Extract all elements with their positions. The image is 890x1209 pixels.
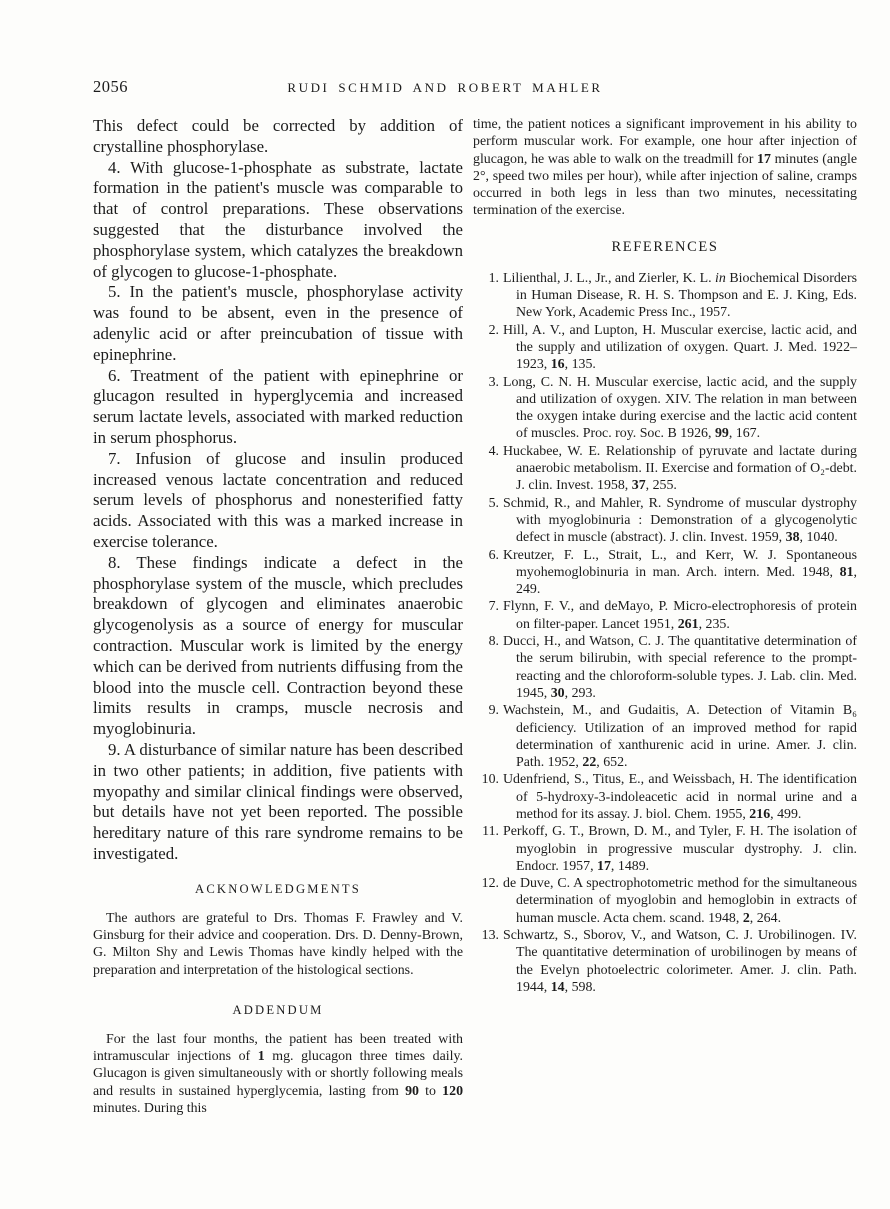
addendum-heading: ADDENDUM xyxy=(232,1002,324,1017)
reference-number: 13. xyxy=(481,928,499,944)
page-number: 2056 xyxy=(93,77,128,96)
reference-item: 3. Long, C. N. H. Muscular exercise, lactic acid, and the supply and utilization of oxygen. XIV. The relation in man between the oxygen intake during exercise and the lactic acid content of muscles. Proc. roy. Soc. B 1926, 99, 167. xyxy=(473,374,857,443)
reference-item: 13. Schwartz, S., Sborov, V., and Watson, C. J. Urobilinogen. IV. The quantitative determination of urobilinogen by means of the Evelyn photoelectric colorimeter. Amer. J. clin. Path. 1944, 14, 598. xyxy=(473,927,857,996)
addendum-text: For the last four months, the patient has been treated with intramuscular injections of 1 mg. glucagon three times daily. Glucagon is given simultaneously with or shortly following meals and results in sustained hyperglycemia, lasting from 90 to 120 minutes. During this xyxy=(93,1031,464,1117)
paragraph: 8. These findings indicate a defect in the phosphorylase system of the muscle, which precludes breakdown of glycogen and eliminates anaerobic glycogenolysis as a source of energy for muscular contraction. Muscular work is limited by the energy which can be derived from nutrients diffusing from the blood into the muscle cell. Contraction beyond these limits results in cramps, muscle necrosis and myoglobinuria. xyxy=(93,552,463,739)
reference-number: 10. xyxy=(481,772,499,788)
reference-item: 5. Schmid, R., and Mahler, R. Syndrome of muscular dystrophy with myoglobinuria : Demonstration of a glycogenolytic defect in muscle (abstract). J. clin. Invest. 1959, 38, 1040. xyxy=(473,495,857,547)
references-list xyxy=(473,270,857,996)
paragraph: 9. A disturbance of similar nature has been described in two other patients; in addition, five patients with myopathy and similar clinical findings were observed, but details have not yet been reported. The possible hereditary nature of this rare syndrome remains to be investigated. xyxy=(93,739,463,863)
reference-item: 11. Perkoff, G. T., Brown, D. M., and Tyler, F. H. The isolation of myoglobin in progressive muscular dystrophy. J. clin. Endocr. 1957, 17, 1489. xyxy=(473,823,857,875)
acknowledgments-heading: ACKNOWLEDGMENTS xyxy=(195,881,361,896)
reference-number: 6. xyxy=(488,547,499,563)
running-head: RUDI SCHMID AND ROBERT MAHLER xyxy=(287,80,603,95)
reference-item: 8. Ducci, H., and Watson, C. J. The quantitative determination of the serum bilirubin, with special reference to the prompt-reacting and the chloroform-soluble types. J. Lab. clin. Med. 1945, 30, 293. xyxy=(473,633,857,702)
reference-number: 4. xyxy=(488,443,499,459)
reference-number: 5. xyxy=(488,495,499,511)
continuation-paragraph: time, the patient notices a significant improvement in his ability to perform muscular work. For example, one hour after injection of glucagon, he was able to walk on the treadmill for 17 minutes (angle 2°, speed two miles per hour), while after injection of saline, cramps occurred in both legs in less than two minutes, necessitating termination of the exercise. xyxy=(473,117,857,219)
reference-item: 2. Hill, A. V., and Lupton, H. Muscular exercise, lactic acid, and the supply and utilization of oxygen. Quart. J. Med. 1922–1923, 16, 135. xyxy=(473,322,857,374)
reference-item: 10. Udenfriend, S., Titus, E., and Weissbach, H. The identification of 5-hydroxy-3-indoleacetic acid in normal urine and a method for its assay. J. biol. Chem. 1955, 216, 499. xyxy=(473,771,857,823)
reference-number: 1. xyxy=(488,270,499,286)
reference-item: 6. Kreutzer, F. L., Strait, L., and Kerr, W. J. Spontaneous myohemoglobinuria in man. Arch. intern. Med. 1948, 81, 249. xyxy=(473,547,857,599)
references-heading: REFERENCES xyxy=(611,238,719,255)
reference-number: 12. xyxy=(481,876,499,892)
reference-item: 7. Flynn, F. V., and deMayo, P. Micro-electrophoresis of protein on filter-paper. Lancet 1951, 261, 235. xyxy=(473,598,857,633)
left-column xyxy=(93,116,463,1117)
paragraph: 5. In the patient's muscle, phosphorylase activity was found to be absent, even in the presence of adenylic acid or after preincubation of tissue with epinephrine. xyxy=(93,282,463,364)
paragraph: 7. Infusion of glucose and insulin produced increased venous lactate concentration and reduced serum levels of phosphorus and nonesterified fatty acids. Associated with this was a marked increase in exercise tolerance. xyxy=(93,448,463,551)
right-column xyxy=(473,116,857,1117)
reference-number: 2. xyxy=(488,322,499,338)
paragraph: 4. With glucose-1-phosphate as substrate, lactate formation in the patient's muscle was comparable to that of control preparations. These observations suggested that the disturbance involved the phosphorylase system, which catalyzes the breakdown of glycogen to glucose-1-phosphate. xyxy=(93,157,463,281)
paragraph: This defect could be corrected by addition of crystalline phosphorylase. xyxy=(93,116,463,156)
paragraph: 6. Treatment of the patient with epinephrine or glucagon resulted in hyperglycemia and increased serum lactate levels, associated with marked reduction in serum phosphorus. xyxy=(93,365,463,447)
reference-number: 3. xyxy=(488,374,499,390)
reference-item: 4. Huckabee, W. E. Relationship of pyruvate and lactate during anaerobic metabolism. II. Exercise and formation of O₂-debt. J. clin. Invest. 1958, 37, 255. xyxy=(473,443,857,495)
reference-item: 12. de Duve, C. A spectrophotometric method for the simultaneous determination of myoglobin and hemoglobin in extracts of human muscle. Acta chem. scand. 1948, 2, 264. xyxy=(473,875,857,927)
body-paragraphs xyxy=(93,116,463,865)
reference-number: 8. xyxy=(488,634,499,650)
content-columns xyxy=(93,116,857,1117)
page-header xyxy=(0,77,890,97)
acknowledgments-text: The authors are grateful to Drs. Thomas F. Frawley and V. Ginsburg for their advice and cooperation. Drs. D. Denny-Brown, G. Milton Shy and Lewis Thomas have kindly helped with the preparation and interpretation of the histological sections. xyxy=(93,910,463,978)
reference-item: 9. Wachstein, M., and Gudaitis, A. Detection of Vitamin B₆ deficiency. Utilization of an improved method for rapid determination of xanthurenic acid in urine. Amer. J. clin. Path. 1952, 22, 652. xyxy=(473,702,857,771)
reference-number: 9. xyxy=(488,703,499,719)
reference-item: 1. Lilienthal, J. L., Jr., and Zierler, K. L. in Biochemical Disorders in Human Disease, R. H. S. Thompson and E. J. King, Eds. New York, Academic Press Inc., 1957. xyxy=(473,270,857,322)
reference-number: 11. xyxy=(482,824,499,840)
reference-number: 7. xyxy=(488,599,499,615)
